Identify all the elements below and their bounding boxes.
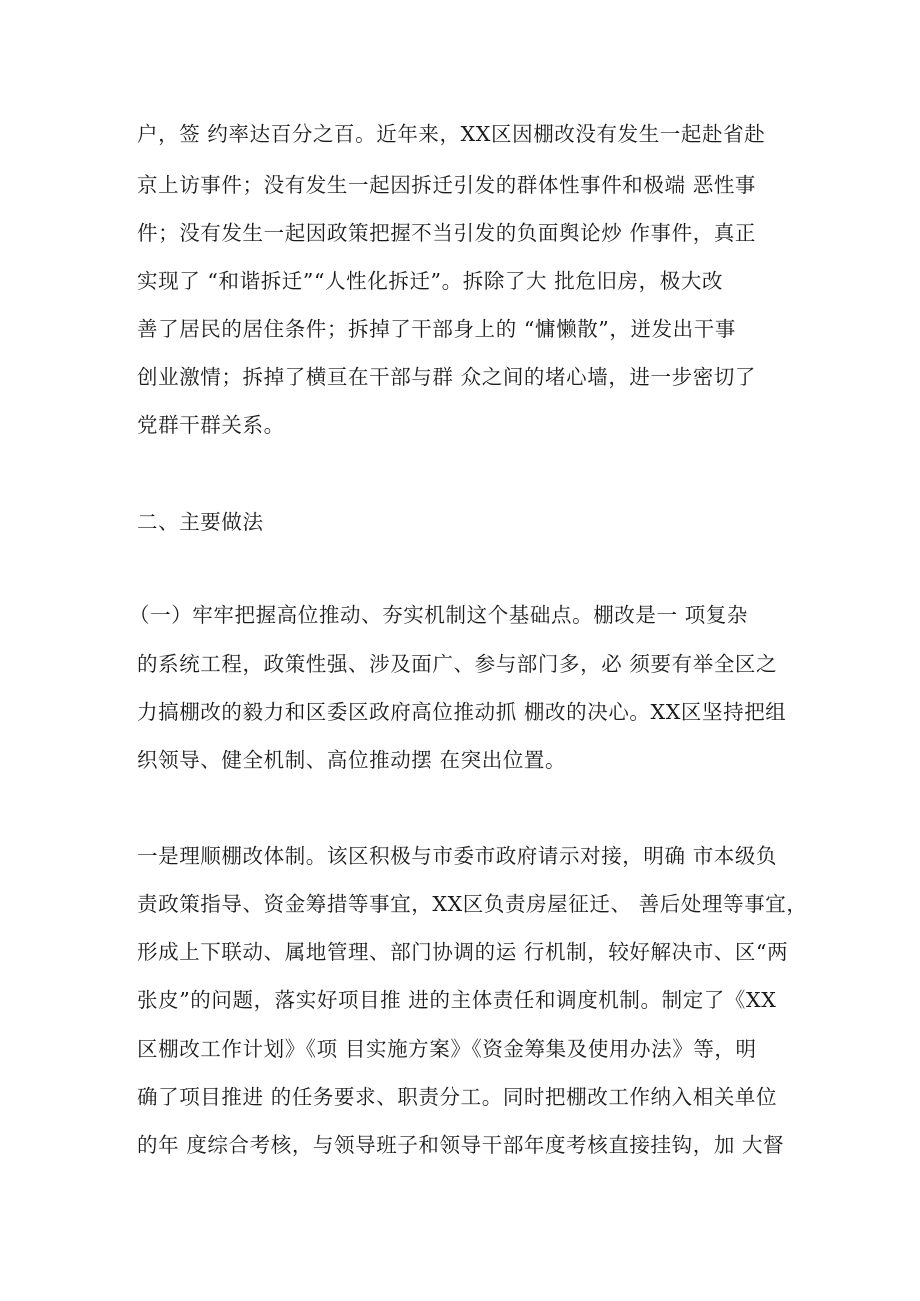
paragraph-3-line-7: 的年 度综合考核，与领导班子和领导干部年度考核直接挂钩，加 大督	[137, 1133, 785, 1157]
paragraph-1-line-6: 创业激情；拆掉了横亘在干部与群 众之间的堵心墙，进一步密切了	[137, 365, 757, 389]
paragraph-3-line-5: 区棚改工作计划》《项 目实施方案》《资金筹集及使用办法》等，明	[137, 1037, 757, 1061]
paragraph-1-line-1: 户，签 约率达百分之百。近年来，XX区因棚改没有发生一起赴省赴	[137, 122, 766, 146]
paragraph-3-line-4: 张皮”的问题，落实好项目推 进的主体责任和调度机制。制定了《XX	[137, 988, 777, 1012]
paragraph-2-line-1: （一）牢牢把握高位推动、夯实机制这个基础点。棚改是一 项复杂	[129, 603, 749, 627]
paragraph-3-line-6: 确了项目推进 的任务要求、职责分工。同时把棚改工作纳入相关单位	[137, 1085, 778, 1109]
paragraph-3-line-3: 形成上下联动、属地管理、部门协调的运 行机制，较好解决市、区“两	[137, 940, 789, 964]
paragraph-1-line-5: 善了居民的居住条件；拆掉了干部身上的 “慵懒散”，迸发出干事	[137, 317, 736, 341]
paragraph-2-line-3: 力搞棚改的毅力和区委区政府高位推动抓 棚改的决心。XX区坚持把组	[137, 700, 787, 724]
paragraph-1-line-4: 实现了 “和谐拆迁”“人性化拆迁”。拆除了大 批危旧房，极大改	[137, 269, 724, 293]
paragraph-3-line-1: 一是理顺棚改体制。该区积极与市委市政府请示对接，明确 市本级负	[137, 844, 778, 868]
paragraph-3-line-2: 责政策指导、资金筹措等事宜，XX区负责房屋征迁、 善后处理等事宜，	[137, 892, 808, 916]
paragraph-2-line-2: 的系统工程，政策性强、涉及面广、参与部门多，必 须要有举全区之	[137, 652, 778, 676]
paragraph-1-line-2: 京上访事件；没有发生一起因拆迁引发的群体性事件和极端 恶性事	[137, 173, 757, 197]
paragraph-2-line-4: 织领导、健全机制、高位推动摆 在突出位置。	[137, 748, 567, 772]
paragraph-1-line-3: 件；没有发生一起因政策把握不当引发的负面舆论炒 作事件，真正	[137, 221, 757, 245]
section-heading: 二、主要做法	[137, 510, 264, 534]
paragraph-1-line-7: 党群干群关系。	[137, 413, 285, 437]
